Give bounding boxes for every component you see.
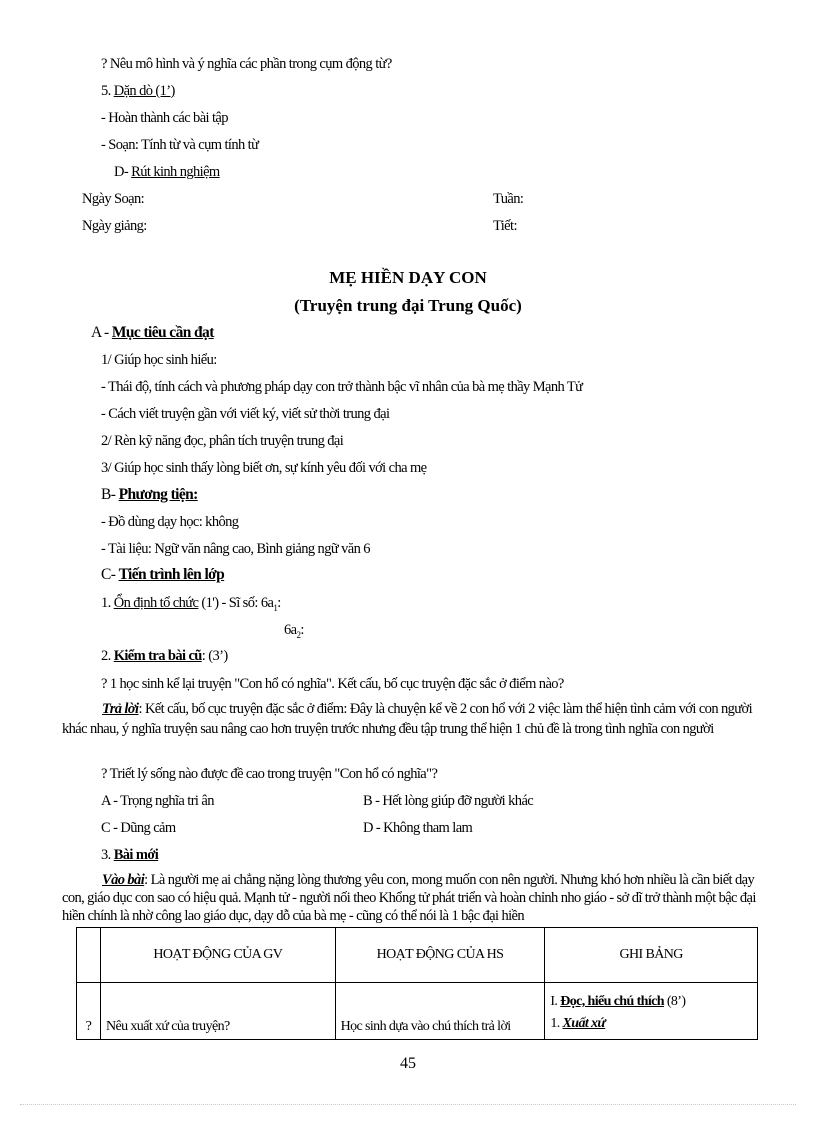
page-footer-divider: [20, 1104, 796, 1105]
c1-rest: (1') - Sĩ số: 6a: [198, 595, 274, 611]
section-a-prefix: A -: [91, 324, 112, 341]
dan-do-number: 5.: [101, 83, 114, 99]
on-dinh-to-chuc: [101, 594, 281, 617]
section-b-heading: [101, 486, 198, 504]
row-ghi-bang: [545, 983, 758, 1040]
dan-do-item: - Hoàn thành các bài tập: [101, 110, 228, 126]
lesson-title: MẸ HIỀN DẠY CON: [329, 268, 487, 287]
table-row: [77, 983, 758, 1040]
gb-rest: (8’): [663, 994, 686, 1009]
ghi-bang-line-1: [550, 991, 752, 1013]
section-c-label: Tiến trình lên lớp: [118, 566, 225, 583]
kiem-tra-bai-cu: [101, 647, 228, 665]
page-number: 45: [400, 1055, 416, 1072]
lesson-subtitle: (Truyện trung đại Trung Quốc): [294, 296, 522, 315]
table-header-row: [77, 928, 758, 983]
c3-label: Bài mới: [113, 847, 159, 863]
c3-number: 3.: [101, 847, 114, 863]
si-so-colon2: :: [300, 622, 304, 638]
tuan-label: Tuần:: [493, 191, 524, 207]
option-d: D - Không tham lam: [363, 820, 473, 836]
row-gv: Nêu xuất xứ của truyện?: [100, 983, 335, 1040]
tra-loi-label: Trả lời: [102, 701, 139, 717]
gb2-label: Xuất xứ: [562, 1016, 606, 1031]
table-header-cell: [77, 928, 101, 983]
c1-colon: :: [277, 595, 281, 611]
row-hs: Học sinh dựa vào chú thích trả lời: [335, 983, 545, 1040]
vao-bai-paragraph: [62, 871, 762, 925]
tiet-label: Tiết:: [493, 218, 517, 234]
section-a-item: 1/ Giúp học sinh hiểu:: [101, 352, 217, 368]
c2-number: 2.: [101, 648, 114, 664]
ngay-soan-label: Ngày Soạn:: [82, 191, 145, 207]
tra-loi-paragraph: [62, 700, 762, 739]
gb2-prefix: 1.: [550, 1016, 563, 1031]
rut-kinh-nghiem-prefix: D-: [114, 164, 132, 180]
rut-kinh-nghiem-label: Rút kinh nghiệm: [131, 164, 220, 180]
c1-sub1: 1: [273, 602, 278, 613]
option-b: B - Hết lòng giúp đỡ người khác: [363, 793, 534, 809]
vao-bai-label: Vào bài: [102, 872, 145, 888]
section-a-item: - Thái độ, tính cách và phương pháp dạy con trở thành bậc vĩ nhân của bà mẹ thầy Mạnh Tử: [101, 379, 583, 395]
option-a: A - Trọng nghĩa tri ân: [101, 793, 214, 809]
section-a-heading: [91, 324, 214, 342]
vao-bai-text: : Là người mẹ ai chẳng nặng lòng thương yêu con, mong muốn con nên người. Nhưng khó hơn nhiều là cần biết dạy con, giáo dục con sao có hiệu quả. Mạnh tử - người nối theo Khổng tử phát triển và hoàn chỉnh nho giáo - sở dĩ trở thành một bậc đại hiền chính là nhờ công lao giáo dục, dạy dỗ của bà mẹ - cũng có thể nói là 1 bậc đại hiền: [62, 872, 756, 924]
row-mark: ?: [77, 983, 101, 1040]
ngay-giang-label: Ngày giảng:: [82, 218, 147, 234]
kiem-tra-question: ? 1 học sinh kể lại truyện "Con hổ có nghĩa". Kết cấu, bố cục truyện đặc sắc ở điểm nào?: [101, 676, 564, 692]
dan-do-item: - Soạn: Tính từ và cụm tính từ: [101, 137, 259, 153]
bai-moi-heading: [101, 846, 158, 864]
kiem-tra-question-2: ? Triết lý sống nào được đề cao trong truyện "Con hổ có nghĩa"?: [101, 766, 438, 782]
dan-do-label: Dặn dò (1’): [113, 83, 175, 99]
c2-label: Kiểm tra bài cũ: [113, 648, 202, 664]
section-b-label: Phương tiện:: [118, 486, 198, 503]
si-so-class: 6a: [284, 622, 297, 638]
section-a-item: - Cách viết truyện gần với viết ký, viết sử thời trung đại: [101, 406, 390, 422]
c1-label: Ổn định tổ chức: [113, 595, 199, 611]
option-c: C - Dũng cảm: [101, 820, 176, 836]
tra-loi-text: : Kết cấu, bố cục truyện đặc sắc ở điểm: Đây là chuyện kể về 2 con hổ với 2 việc làm thể hiện tình cảm với con người khác nhau, ý nghĩa truyện sau nâng cao hơn truyện trước nhưng đều tập trung thể hiện 1 chủ đề là trong tình nghĩa con người: [62, 701, 753, 737]
si-so-line2: [284, 621, 304, 644]
section-a-item: 3/ Giúp học sinh thấy lòng biết ơn, sự kính yêu đối với cha mẹ: [101, 460, 427, 476]
c2-rest: : (3’): [201, 648, 228, 664]
c1-number: 1.: [101, 595, 114, 611]
gb-prefix: I.: [550, 994, 561, 1009]
si-so-sub2: 2: [296, 629, 301, 640]
section-c-heading: [101, 566, 224, 584]
table-header-cell: GHI BẢNG: [545, 928, 758, 983]
gb-label: Đọc, hiểu chú thích: [560, 994, 664, 1009]
section-b-item: - Đồ dùng dạy học: không: [101, 514, 239, 530]
section-b-prefix: B-: [101, 486, 119, 503]
section-a-item: 2/ Rèn kỹ năng đọc, phân tích truyện trung đại: [101, 433, 344, 449]
ghi-bang-line-2: [550, 1013, 752, 1035]
question-cum-dong-tu: ? Nêu mô hình và ý nghĩa các phần trong cụm động từ?: [101, 56, 392, 72]
table-header-cell: HOẠT ĐỘNG CỦA HS: [335, 928, 545, 983]
rut-kinh-nghiem-heading: [114, 163, 220, 181]
table-header-cell: HOẠT ĐỘNG CỦA GV: [100, 928, 335, 983]
section-a-label: Mục tiêu cần đạt: [111, 324, 214, 341]
lesson-table: [76, 927, 758, 1040]
section-c-prefix: C-: [101, 566, 119, 583]
dan-do-heading: [101, 82, 175, 100]
section-b-item: - Tài liệu: Ngữ văn nâng cao, Bình giảng ngữ văn 6: [101, 541, 370, 557]
